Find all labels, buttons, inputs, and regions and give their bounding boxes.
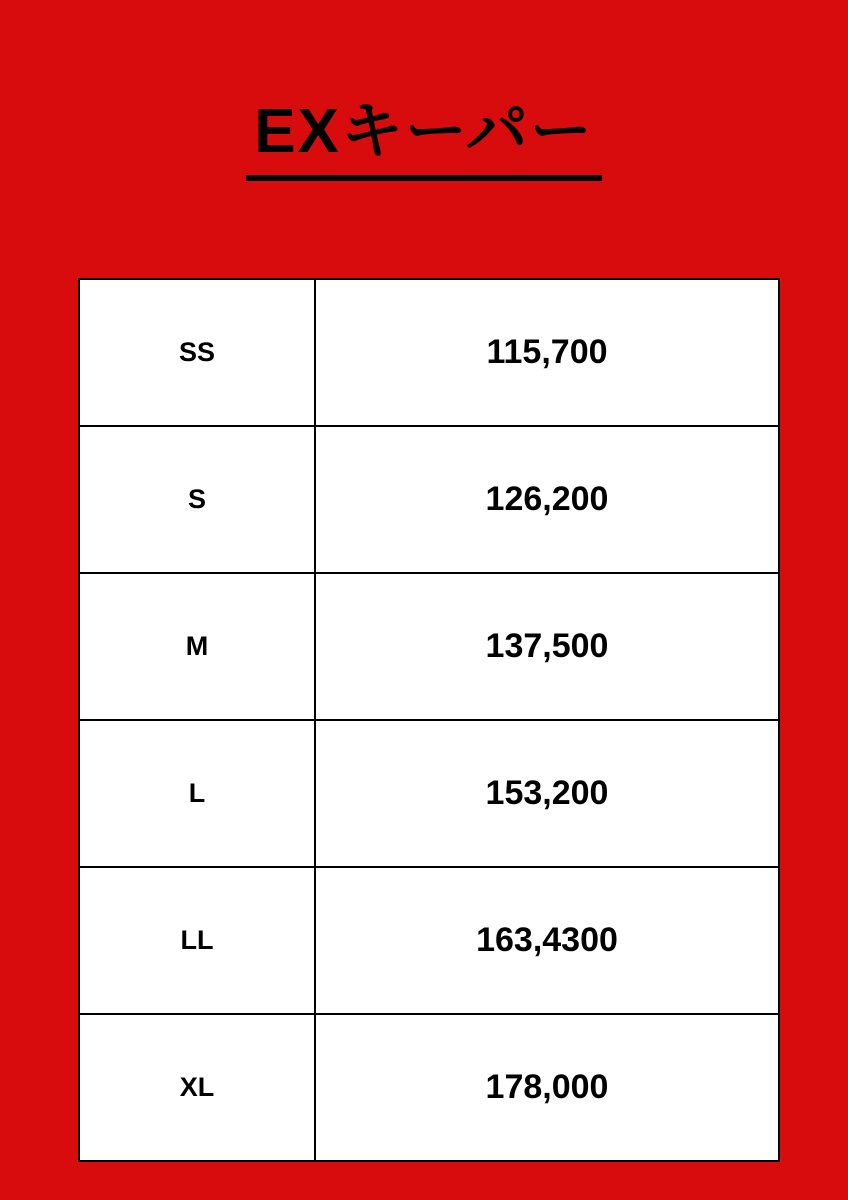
price-table-body [79,279,779,1161]
price-table [78,278,780,1162]
size-label: S [79,426,315,573]
size-label: SS [79,279,315,426]
price-value: 153,200 [315,720,779,867]
price-value: 126,200 [315,426,779,573]
table-row [79,720,779,867]
price-value: 178,000 [315,1014,779,1161]
table-row [79,867,779,1014]
table-row [79,279,779,426]
title-container [0,96,848,181]
price-value: 115,700 [315,279,779,426]
size-label: M [79,573,315,720]
price-value: 163,4300 [315,867,779,1014]
size-label: LL [79,867,315,1014]
page-title: EXキーパー [246,96,602,181]
table-row [79,426,779,573]
table-row [79,573,779,720]
price-value: 137,500 [315,573,779,720]
size-label: XL [79,1014,315,1161]
table-row [79,1014,779,1161]
size-label: L [79,720,315,867]
